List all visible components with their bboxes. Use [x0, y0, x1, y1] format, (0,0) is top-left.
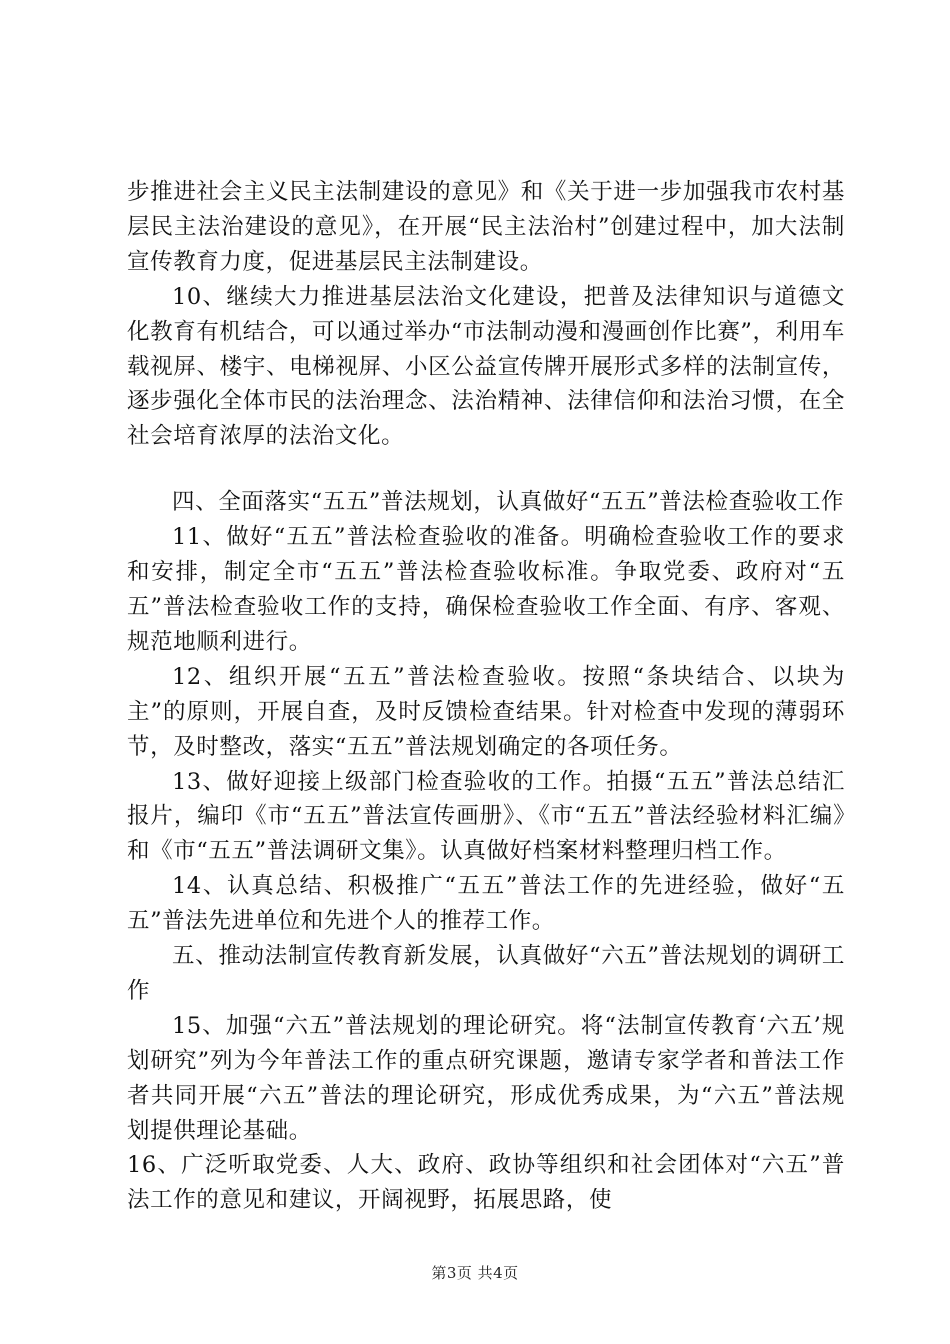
document-body — [127, 175, 845, 1218]
page-footer: 第3页 共4页 — [431, 1264, 519, 1282]
paragraph-item-16: 16、广泛听取党委、人大、政府、政协等组织和社会团体对“六五”普法工作的意见和建议，开阔视野，拓展思路，使 — [127, 1152, 845, 1214]
paragraph-item-10: 10、继续大力推进基层法治文化建设，把普及法律知识与道德文化教育有机结合，可以通过举办“市法制动漫和漫画创作比赛”，利用车载视屏、楼宇、电梯视屏、小区公益宣传牌开展形式多样的法制宣传，逐步强化全体市民的法治理念、法治精神、法律信仰和法治习惯，在全社会培育浓厚的法治文化。 — [127, 283, 845, 450]
paragraph-item-13: 13、做好迎接上级部门检查验收的工作。拍摄“五五”普法总结汇报片，编印《市“五五”普法宣传画册》、《市“五五”普法经验材料汇编》和《市“五五”普法调研文集》。认真做好档案材料整理归档工作。 — [127, 768, 845, 865]
section-heading-4: 四、全面落实“五五”普法规划，认真做好“五五”普法检查验收工作 — [172, 489, 845, 516]
section-heading-5: 五、推动法制宣传教育新发展，认真做好“六五”普法规划的调研工作 — [127, 943, 845, 1004]
paragraph-item-15: 15、加强“六五”普法规划的理论研究。将“法制宣传教育‘六五’规划研究”列为今年普法工作的重点研究课题，邀请专家学者和普法工作者共同开展“六五”普法的理论研究，形成优秀成果，为“六五”普法规划提供理论基础。 — [127, 1012, 845, 1144]
paragraph-item-12: 12、组织开展“五五”普法检查验收。按照“条块结合、以块为主”的原则，开展自查，及时反馈检查结果。针对检查中发现的薄弱环节，及时整改，落实“五五”普法规划确定的各项任务。 — [127, 663, 845, 760]
paragraph-item-14: 14、认真总结、积极推广“五五”普法工作的先进经验，做好“五五”普法先进单位和先进个人的推荐工作。 — [127, 873, 845, 935]
paragraph-item-11: 11、做好“五五”普法检查验收的准备。明确检查验收工作的要求和安排，制定全市“五五”普法检查验收标准。争取党委、政府对“五五”普法检查验收工作的支持，确保检查验收工作全面、有序、客观、规范地顺利进行。 — [127, 524, 845, 655]
paragraph-continuation: 步推进社会主义民主法制建设的意见》和《关于进一步加强我市农村基层民主法治建设的意见》，在开展“民主法治村”创建过程中，加大法制宣传教育力度，促进基层民主法制建设。 — [127, 179, 845, 275]
